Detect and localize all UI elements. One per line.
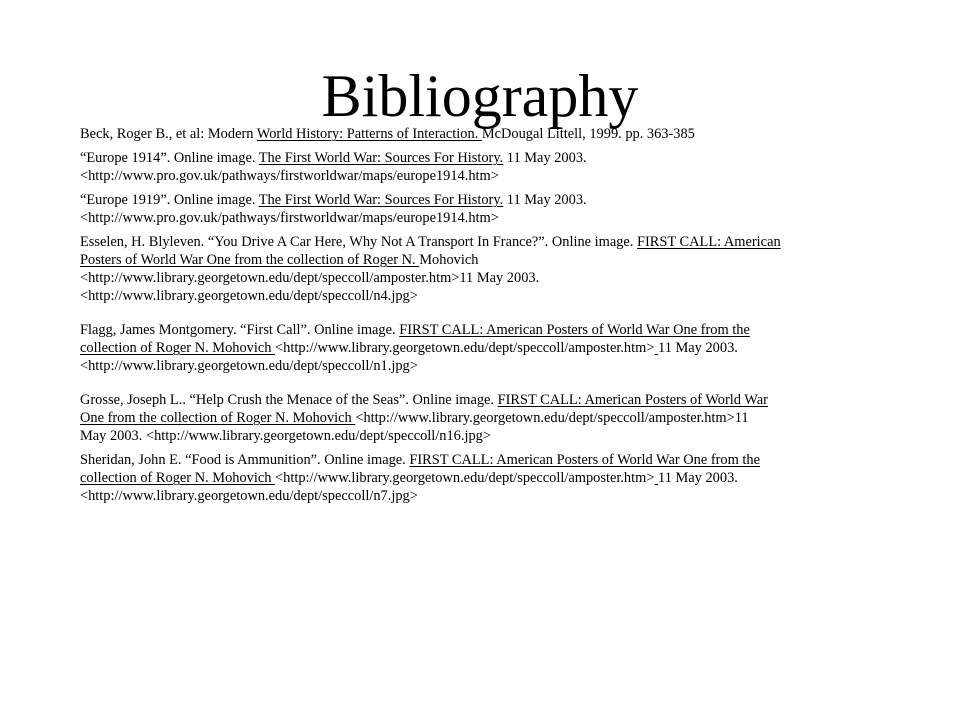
entry-line (80, 209, 880, 227)
citation-text: Esselen, H. Blyleven. “You Drive A Car Here, Why Not A Transport In France?”. Online image. (80, 234, 638, 250)
entry-line (80, 409, 880, 427)
entry-line (80, 269, 880, 287)
entry-line (80, 149, 880, 167)
citation-text: <http://www.library.georgetown.edu/dept/speccoll/amposter.htm> (275, 340, 655, 356)
citation-text: Mohovich (419, 252, 479, 268)
entry-line (80, 287, 880, 305)
citation-text: 11 May 2003. (503, 150, 587, 166)
citation-text: <http://www.library.georgetown.edu/dept/speccoll/amposter.htm>11 May 2003. (80, 270, 540, 286)
bib-entry-flagg (80, 321, 880, 375)
citation-text: “Europe 1919”. Online image. (80, 192, 259, 208)
citation-text: McDougal Littell, 1999. pp. 363-385 (481, 126, 695, 142)
citation-text: <http://www.library.georgetown.edu/dept/speccoll/amposter.htm> (275, 470, 655, 486)
citation-text: 11 May 2003. (658, 340, 738, 356)
entry-line (80, 167, 880, 185)
citation-text: 11 May 2003. (503, 192, 587, 208)
citation-text: <http://www.library.georgetown.edu/dept/speccoll/n4.jpg> (80, 288, 418, 304)
citation-text: “Europe 1914”. Online image. (80, 150, 259, 166)
citation-text: <http://www.pro.gov.uk/pathways/firstworldwar/maps/europe1914.htm> (80, 168, 499, 184)
entry-line (80, 125, 880, 143)
citation-text: 11 May 2003. (658, 470, 738, 486)
citation-text: Beck, Roger B., et al: Modern (80, 126, 257, 142)
entry-line (80, 469, 880, 487)
citation-text: Grosse, Joseph L.. “Help Crush the Menace of the Seas”. Online image. (80, 392, 498, 408)
bib-entry-sheridan (80, 451, 880, 505)
page-title: Bibliography (321, 63, 639, 129)
underlined-title: FIRST CALL: American Posters of World War One from the (409, 452, 760, 468)
citation-text: <http://www.pro.gov.uk/pathways/firstworldwar/maps/europe1914.htm> (80, 210, 499, 226)
underlined-title: FIRST CALL: American Posters of World War One from the (399, 322, 750, 338)
underlined-title: FIRST CALL: American (637, 234, 781, 250)
bib-entry-europe-1919 (80, 191, 880, 227)
citation-text: <http://www.library.georgetown.edu/dept/speccoll/n1.jpg> (80, 358, 418, 374)
entry-line (80, 427, 880, 445)
entry-line (80, 191, 880, 209)
entry-line (80, 321, 880, 339)
citation-text: Sheridan, John E. “Food is Ammunition”. Online image. (80, 452, 410, 468)
entry-line (80, 251, 880, 269)
entry-line (80, 391, 880, 409)
underlined-title: World History: Patterns of Interaction. (256, 126, 482, 142)
underlined-title: Posters of World War One from the collection of Roger N. (80, 252, 420, 268)
entry-line (80, 487, 880, 505)
underlined-title: The First World War: Sources For History. (258, 150, 504, 166)
citation-text: <http://www.library.georgetown.edu/dept/speccoll/amposter.htm>11 (355, 410, 749, 426)
bib-entry-europe-1914 (80, 149, 880, 185)
citation-text: May 2003. <http://www.library.georgetown.edu/dept/speccoll/n16.jpg> (80, 428, 491, 444)
entry-line (80, 339, 880, 357)
underlined-title: collection of Roger N. Mohovich (80, 340, 276, 356)
entry-line (80, 357, 880, 375)
bib-entry-beck (80, 125, 880, 143)
citation-text: Flagg, James Montgomery. “First Call”. Online image. (80, 322, 400, 338)
entry-line (80, 233, 880, 251)
underlined-title: collection of Roger N. Mohovich (80, 470, 276, 486)
underlined-title: One from the collection of Roger N. Mohovich (80, 410, 356, 426)
entry-line (80, 451, 880, 469)
underlined-title: FIRST CALL: American Posters of World War (497, 392, 768, 408)
bibliography-list (80, 125, 880, 505)
bib-entry-grosse (80, 391, 880, 445)
underlined-title: The First World War: Sources For History. (258, 192, 504, 208)
bib-entry-esselen (80, 233, 880, 305)
citation-text: <http://www.library.georgetown.edu/dept/speccoll/n7.jpg> (80, 488, 418, 504)
